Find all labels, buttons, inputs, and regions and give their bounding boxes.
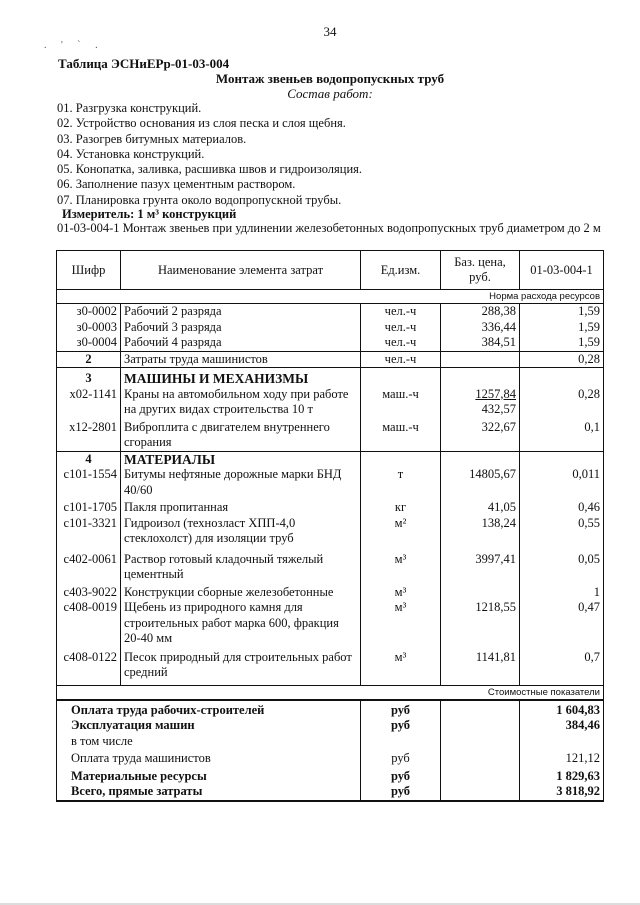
table-row-cont [57, 631, 604, 647]
cell-name: 40/60 [121, 483, 361, 499]
total-unit: руб [361, 749, 441, 767]
cell-norm: 1,59 [520, 320, 604, 336]
cell-name: на других видах строительства 10 т [121, 402, 361, 418]
cell-name: Затраты труда машинистов [121, 351, 361, 368]
cell-code: з0-0004 [57, 335, 121, 351]
cell-name: Конструкции сборные железобетонные [121, 583, 361, 601]
cell-name: Раствор готовый кладочный тяжелый [121, 547, 361, 568]
total-name: Всего, прямые затраты [57, 784, 361, 801]
cell-unit: маш.-ч [361, 387, 441, 403]
cell-norm: 1 [520, 583, 604, 601]
cell-unit: м³ [361, 647, 441, 666]
total-name: Оплата труда рабочих-строителей [57, 700, 361, 719]
cell-unit: чел.-ч [361, 320, 441, 336]
norm-note-row [57, 290, 604, 304]
cell-code: х02-1141 [57, 387, 121, 403]
cell-price: 336,44 [441, 320, 520, 336]
cell-name: Виброплита с двигателем внутреннего [121, 418, 361, 436]
works-title: Состав работ: [287, 86, 373, 101]
cell-price: 288,38 [441, 304, 520, 320]
cell-unit: чел.-ч [361, 304, 441, 320]
cell-name: Битумы нефтяные дорожные марки БНД [121, 467, 361, 483]
cell-price: 1218,55 [441, 600, 520, 616]
cell-unit: чел.-ч [361, 351, 441, 368]
cell-norm: 0,05 [520, 547, 604, 568]
section-name: МАТЕРИАЛЫ [121, 451, 361, 467]
cell-name: цементный [121, 567, 361, 583]
norm-note: Норма расхода ресурсов [57, 290, 604, 304]
cell-norm: 0,46 [520, 498, 604, 516]
table-row [57, 547, 604, 568]
table-row-cont [57, 616, 604, 632]
main-title: Монтаж звеньев водопропускных труб [215, 71, 445, 86]
table-row [57, 498, 604, 516]
cell-price: 1141,81 [441, 647, 520, 666]
cell-name: Рабочий 3 разряда [121, 320, 361, 336]
total-value: 121,12 [520, 749, 604, 767]
cost-note-row [57, 685, 604, 700]
table-row-cont [57, 402, 604, 418]
work-item: 04. Установка конструкций. [57, 146, 205, 161]
cell-price [441, 583, 520, 601]
work-item: 05. Конопатка, заливка, расшивка швов и гидроизоляция. [57, 162, 363, 177]
cell-name: Гидроизол (технозласт ХПП-4,0 [121, 516, 361, 532]
total-row [57, 767, 604, 785]
table-row [57, 467, 604, 483]
cell-name: стеклохолст) для изоляции труб [121, 531, 361, 547]
cell-code: с101-1705 [57, 498, 121, 516]
table-row [57, 304, 604, 320]
cell-code: с403-9022 [57, 583, 121, 601]
total-value [520, 734, 604, 750]
total-unit: руб [361, 700, 441, 719]
cell-price: 41,05 [441, 498, 520, 516]
total-unit: руб [361, 784, 441, 801]
cell-norm: 1,59 [520, 335, 604, 351]
header-code: Шифр [57, 251, 121, 290]
cell-norm: 0,47 [520, 600, 604, 616]
table-header-row [57, 251, 604, 290]
cell-code: з0-0002 [57, 304, 121, 320]
header-price: Баз. цена, руб. [441, 251, 520, 290]
cell-unit: кг [361, 498, 441, 516]
cell-name: строительных работ марка 600, фракция [121, 616, 361, 632]
table-row [57, 351, 604, 368]
cell-norm: 0,55 [520, 516, 604, 532]
total-unit: руб [361, 718, 441, 734]
section-row [57, 451, 604, 467]
cell-price: 384,51 [441, 335, 520, 351]
section-row [57, 368, 604, 387]
cell-price: 432,57 [441, 402, 520, 418]
cell-unit: т [361, 467, 441, 483]
total-unit [361, 734, 441, 750]
total-name: Эксплуатация машин [57, 718, 361, 734]
table-row [57, 320, 604, 336]
total-name: Оплата труда машинистов [57, 749, 361, 767]
table-row [57, 516, 604, 532]
cell-name: Краны на автомобильном ходу при работе [121, 387, 361, 403]
total-row [57, 734, 604, 750]
total-row [57, 784, 604, 801]
table-row-cont [57, 665, 604, 681]
cell-name: сгорания [121, 435, 361, 451]
work-item: 03. Разогрев битумных материалов. [57, 131, 247, 146]
cell-code: с402-0061 [57, 547, 121, 568]
cell-name: Рабочий 4 разряда [121, 335, 361, 351]
cell-name: Рабочий 2 разряда [121, 304, 361, 320]
cell-unit: м³ [361, 583, 441, 601]
table-row-cont [57, 435, 604, 451]
cell-name: Песок природный для строительных работ [121, 647, 361, 666]
table-row-cont [57, 483, 604, 499]
cell-price [441, 351, 520, 368]
section-code: 3 [57, 368, 121, 387]
meter-unit: Измеритель: 1 м³ конструкций [62, 207, 237, 221]
cell-name: Пакля пропитанная [121, 498, 361, 516]
total-unit: руб [361, 767, 441, 785]
total-value: 3 818,92 [520, 784, 604, 801]
cell-name: 20-40 мм [121, 631, 361, 647]
work-item: 07. Планировка грунта около водопропускной трубы. [57, 192, 342, 207]
cell-name: Щебень из природного камня для [121, 600, 361, 616]
table-row [57, 335, 604, 351]
cell-price: 322,67 [441, 418, 520, 436]
header-unit: Ед.изм. [361, 251, 441, 290]
cell-name: средний [121, 665, 361, 681]
table-row [57, 600, 604, 616]
cell-code: с408-0019 [57, 600, 121, 616]
total-row [57, 749, 604, 767]
table-row [57, 647, 604, 666]
cell-price: 14805,67 [441, 467, 520, 483]
cell-price: 138,24 [441, 516, 520, 532]
table-title: Таблица ЭСНиЕРр-01-03-004 [58, 56, 230, 71]
cell-code: х12-2801 [57, 418, 121, 436]
cell-code: с101-1554 [57, 467, 121, 483]
table-row [57, 387, 604, 403]
cell-norm: 0,011 [520, 467, 604, 483]
work-item: 01. Разгрузка конструкций. [57, 101, 202, 115]
scan-specks: . ' ` . [44, 40, 104, 51]
table-row-cont [57, 531, 604, 547]
header-norm: 01-03-004-1 [520, 251, 604, 290]
section-code: 4 [57, 451, 121, 467]
header-name: Наименование элемента затрат [121, 251, 361, 290]
cell-norm: 0,1 [520, 418, 604, 436]
cell-norm: 0,28 [520, 351, 604, 368]
page-number: 34 [323, 24, 337, 39]
work-item: 06. Заполнение пазух цементным раствором. [57, 177, 296, 192]
cell-code: с408-0122 [57, 647, 121, 666]
total-name: в том числе [57, 734, 361, 750]
norm-description: 01-03-004-1 Монтаж звеньев при удлинении железобетонных водопропускных труб диаметром до 2 м [57, 221, 601, 235]
resource-table [56, 250, 604, 802]
cell-price: 1257,84 [475, 386, 516, 401]
section-name: МАШИНЫ И МЕХАНИЗМЫ [121, 368, 361, 387]
total-name: Материальные ресурсы [57, 767, 361, 785]
total-value: 384,46 [520, 718, 604, 734]
total-value: 1 829,63 [520, 767, 604, 785]
work-item: 02. Устройство основания из слоя песка и слоя щебня. [57, 116, 346, 131]
cell-price: 3997,41 [441, 547, 520, 568]
cell-code: 2 [57, 351, 121, 368]
cost-note: Стоимостные показатели [57, 685, 604, 700]
cell-unit: чел.-ч [361, 335, 441, 351]
cell-norm: 1,59 [520, 304, 604, 320]
table-row [57, 418, 604, 436]
cell-code: с101-3321 [57, 516, 121, 532]
total-row [57, 718, 604, 734]
cell-unit: м³ [361, 600, 441, 616]
total-row [57, 700, 604, 719]
total-value: 1 604,83 [520, 700, 604, 719]
cell-code: з0-0003 [57, 320, 121, 336]
cell-norm: 0,7 [520, 647, 604, 666]
table-row [57, 583, 604, 601]
table-row-cont [57, 567, 604, 583]
cell-unit: м³ [361, 547, 441, 568]
cell-norm: 0,28 [520, 387, 604, 403]
cell-unit: маш.-ч [361, 418, 441, 436]
works-list [57, 101, 362, 208]
cell-unit: м² [361, 516, 441, 532]
